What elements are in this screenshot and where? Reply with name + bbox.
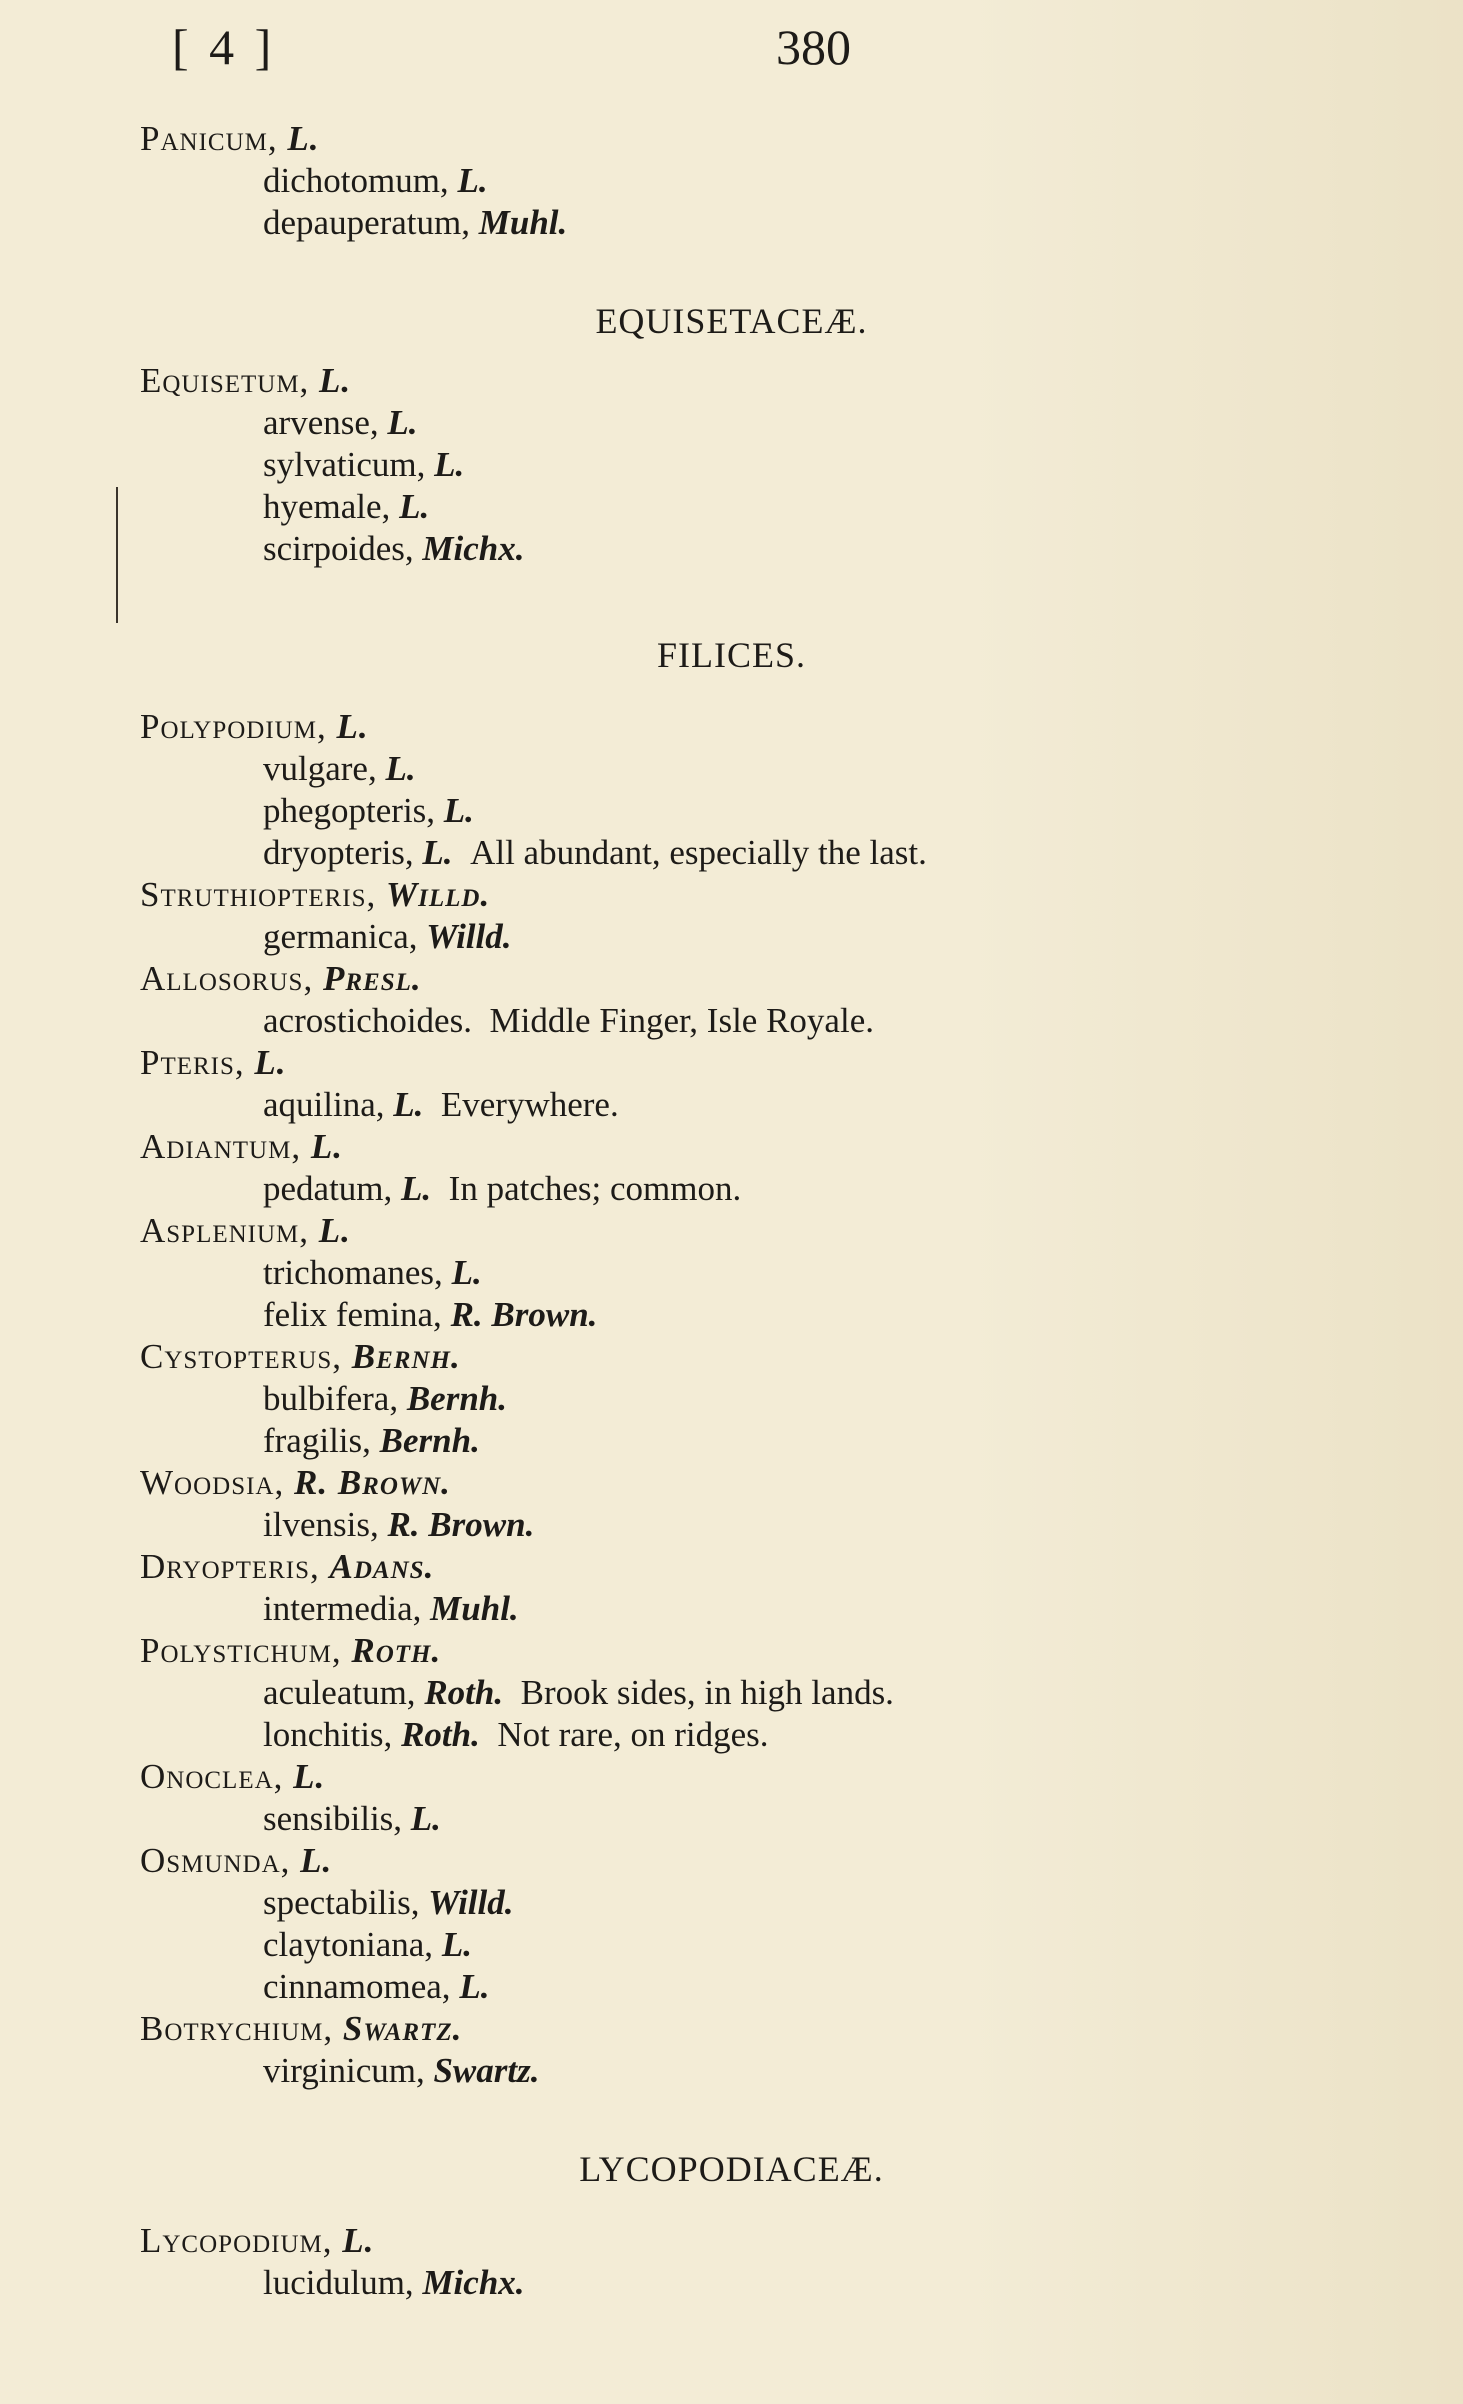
genus-name: Cystopterus, bbox=[140, 1337, 343, 1376]
authority: Adans. bbox=[329, 1547, 435, 1586]
genus-entry bbox=[140, 2220, 374, 2262]
family-name: EQUISETACEÆ. bbox=[595, 301, 868, 341]
species-name: hyemale, bbox=[263, 487, 391, 526]
species-name: claytoniana, bbox=[263, 1925, 434, 1964]
family-name: LYCOPODIACEÆ. bbox=[579, 2149, 884, 2189]
species-entry bbox=[263, 790, 474, 832]
species-name: intermedia, bbox=[263, 1589, 422, 1628]
authority: L. bbox=[410, 1799, 441, 1838]
species-name: scirpoides, bbox=[263, 529, 414, 568]
species-name: phegopteris, bbox=[263, 791, 436, 830]
authority: Swartz. bbox=[433, 2051, 540, 2090]
authority: L. bbox=[451, 1253, 482, 1292]
authority: L. bbox=[319, 361, 352, 400]
genus-name: Struthiopteris, bbox=[140, 875, 377, 914]
authority: L. bbox=[457, 161, 488, 200]
species-name: dichotomum, bbox=[263, 161, 449, 200]
genus-name: Pteris, bbox=[140, 1043, 245, 1082]
species-entry bbox=[263, 160, 488, 202]
genus-name: Asplenium, bbox=[140, 1211, 310, 1250]
family-name: FILICES. bbox=[656, 635, 806, 675]
authority: Willd. bbox=[428, 1883, 514, 1922]
habitat-note: Middle Finger, Isle Royale. bbox=[489, 1001, 874, 1040]
authority: R. Brown. bbox=[450, 1295, 598, 1334]
species-entry bbox=[263, 1084, 619, 1126]
authority: R. Brown. bbox=[387, 1505, 535, 1544]
authority: L. bbox=[399, 487, 430, 526]
species-entry bbox=[263, 748, 416, 790]
authority: L. bbox=[300, 1841, 333, 1880]
authority: Swartz. bbox=[342, 2009, 463, 2048]
species-entry bbox=[263, 1924, 472, 1966]
genus-entry bbox=[140, 958, 422, 1000]
authority: Muhl. bbox=[478, 203, 568, 242]
genus-name: Osmunda, bbox=[140, 1841, 291, 1880]
margin-rule bbox=[116, 487, 118, 623]
authority: L. bbox=[342, 2221, 375, 2260]
genus-name: Allosorus, bbox=[140, 959, 314, 998]
species-name: lucidulum, bbox=[263, 2263, 414, 2302]
species-name: dryopteris, bbox=[263, 833, 414, 872]
habitat-note: Not rare, on ridges. bbox=[497, 1715, 769, 1754]
authority: L. bbox=[443, 791, 474, 830]
genus-entry bbox=[140, 360, 351, 402]
habitat-note: Everywhere. bbox=[440, 1085, 619, 1124]
species-entry bbox=[263, 1378, 507, 1420]
genus-name: Onoclea, bbox=[140, 1757, 284, 1796]
authority: Michx. bbox=[422, 529, 525, 568]
genus-entry bbox=[140, 1126, 343, 1168]
authority: R. Brown. bbox=[293, 1463, 451, 1502]
genus-name: Polypodium, bbox=[140, 707, 327, 746]
species-name: lonchitis, bbox=[263, 1715, 393, 1754]
species-entry bbox=[263, 1672, 894, 1714]
species-entry bbox=[263, 1588, 519, 1630]
genus-entry bbox=[140, 2008, 462, 2050]
species-entry bbox=[263, 528, 525, 570]
habitat-note: Brook sides, in high lands. bbox=[520, 1673, 894, 1712]
authority: L. bbox=[393, 1085, 424, 1124]
authority: L. bbox=[310, 1127, 343, 1166]
habitat-note: In patches; common. bbox=[448, 1169, 742, 1208]
genus-entry bbox=[140, 1210, 351, 1252]
species-name: virginicum, bbox=[263, 2051, 425, 2090]
species-name: vulgare, bbox=[263, 749, 377, 788]
authority: L. bbox=[441, 1925, 472, 1964]
authority: Willd. bbox=[386, 875, 491, 914]
habitat-note: All abundant, especially the last. bbox=[470, 833, 927, 872]
genus-entry bbox=[140, 118, 320, 160]
species-entry bbox=[263, 1000, 874, 1042]
genus-entry bbox=[140, 706, 369, 748]
species-entry bbox=[263, 402, 418, 444]
page-shading bbox=[963, 0, 1463, 2404]
species-entry bbox=[263, 1252, 482, 1294]
species-name: bulbifera, bbox=[263, 1379, 399, 1418]
genus-entry bbox=[140, 1462, 451, 1504]
species-entry bbox=[263, 202, 567, 244]
authority: L. bbox=[287, 119, 320, 158]
authority: L. bbox=[318, 1211, 351, 1250]
species-name: arvense, bbox=[263, 403, 379, 442]
species-entry bbox=[263, 1420, 480, 1462]
authority: L. bbox=[387, 403, 418, 442]
authority: L. bbox=[293, 1757, 326, 1796]
genus-entry bbox=[140, 1336, 461, 1378]
species-entry bbox=[263, 832, 927, 874]
species-entry bbox=[263, 1966, 489, 2008]
genus-name: Lycopodium, bbox=[140, 2221, 333, 2260]
species-entry bbox=[263, 1714, 769, 1756]
species-name: ilvensis, bbox=[263, 1505, 379, 1544]
authority: Michx. bbox=[422, 2263, 525, 2302]
species-name: trichomanes, bbox=[263, 1253, 443, 1292]
species-entry bbox=[263, 2262, 525, 2304]
species-name: depauperatum, bbox=[263, 203, 470, 242]
authority: L. bbox=[459, 1967, 490, 2006]
species-entry bbox=[263, 444, 464, 486]
signature-mark: [ 4 ] bbox=[172, 19, 276, 75]
genus-entry bbox=[140, 874, 490, 916]
genus-entry bbox=[140, 1042, 287, 1084]
genus-name: Dryopteris, bbox=[140, 1547, 320, 1586]
genus-name: Equisetum, bbox=[140, 361, 310, 400]
genus-entry bbox=[140, 1756, 325, 1798]
authority: L. bbox=[254, 1043, 287, 1082]
species-name: sylvaticum, bbox=[263, 445, 426, 484]
species-name: sensibilis, bbox=[263, 1799, 403, 1838]
authority: L. bbox=[434, 445, 465, 484]
genus-name: Panicum, bbox=[140, 119, 278, 158]
genus-entry bbox=[140, 1630, 441, 1672]
authority: Roth. bbox=[424, 1673, 504, 1712]
genus-name: Botrychium, bbox=[140, 2009, 334, 2048]
species-entry bbox=[263, 1168, 741, 1210]
authority: Bernh. bbox=[379, 1421, 480, 1460]
species-name: felix femina, bbox=[263, 1295, 442, 1334]
species-name: acrostichoides. bbox=[263, 1001, 472, 1040]
genus-entry bbox=[140, 1546, 434, 1588]
species-entry bbox=[263, 916, 512, 958]
species-entry bbox=[263, 1882, 514, 1924]
species-entry bbox=[263, 486, 429, 528]
species-entry bbox=[263, 1294, 597, 1336]
authority: Bernh. bbox=[406, 1379, 508, 1418]
authority: Roth. bbox=[351, 1631, 442, 1670]
genus-entry bbox=[140, 1840, 332, 1882]
authority: L. bbox=[336, 707, 369, 746]
species-name: germanica, bbox=[263, 917, 418, 956]
species-entry bbox=[263, 1504, 534, 1546]
authority: L. bbox=[385, 749, 416, 788]
species-name: cinnamomea, bbox=[263, 1967, 451, 2006]
authority: L. bbox=[401, 1169, 432, 1208]
authority: Willd. bbox=[426, 917, 512, 956]
species-name: aquilina, bbox=[263, 1085, 385, 1124]
family-heading bbox=[0, 300, 1463, 342]
genus-name: Woodsia, bbox=[140, 1463, 285, 1502]
page-number: 380 bbox=[776, 19, 851, 75]
genus-name: Adiantum, bbox=[140, 1127, 302, 1166]
family-heading bbox=[0, 2148, 1463, 2190]
species-name: spectabilis, bbox=[263, 1883, 420, 1922]
species-name: fragilis, bbox=[263, 1421, 371, 1460]
authority: Muhl. bbox=[430, 1589, 519, 1628]
family-heading bbox=[0, 634, 1463, 676]
genus-name: Polystichum, bbox=[140, 1631, 342, 1670]
species-entry bbox=[263, 1798, 441, 1840]
species-entry bbox=[263, 2050, 540, 2092]
species-name: aculeatum, bbox=[263, 1673, 416, 1712]
authority: Bernh. bbox=[351, 1337, 461, 1376]
authority: L. bbox=[422, 833, 453, 872]
authority: Presl. bbox=[322, 959, 422, 998]
species-name: pedatum, bbox=[263, 1169, 393, 1208]
authority: Roth. bbox=[401, 1715, 480, 1754]
